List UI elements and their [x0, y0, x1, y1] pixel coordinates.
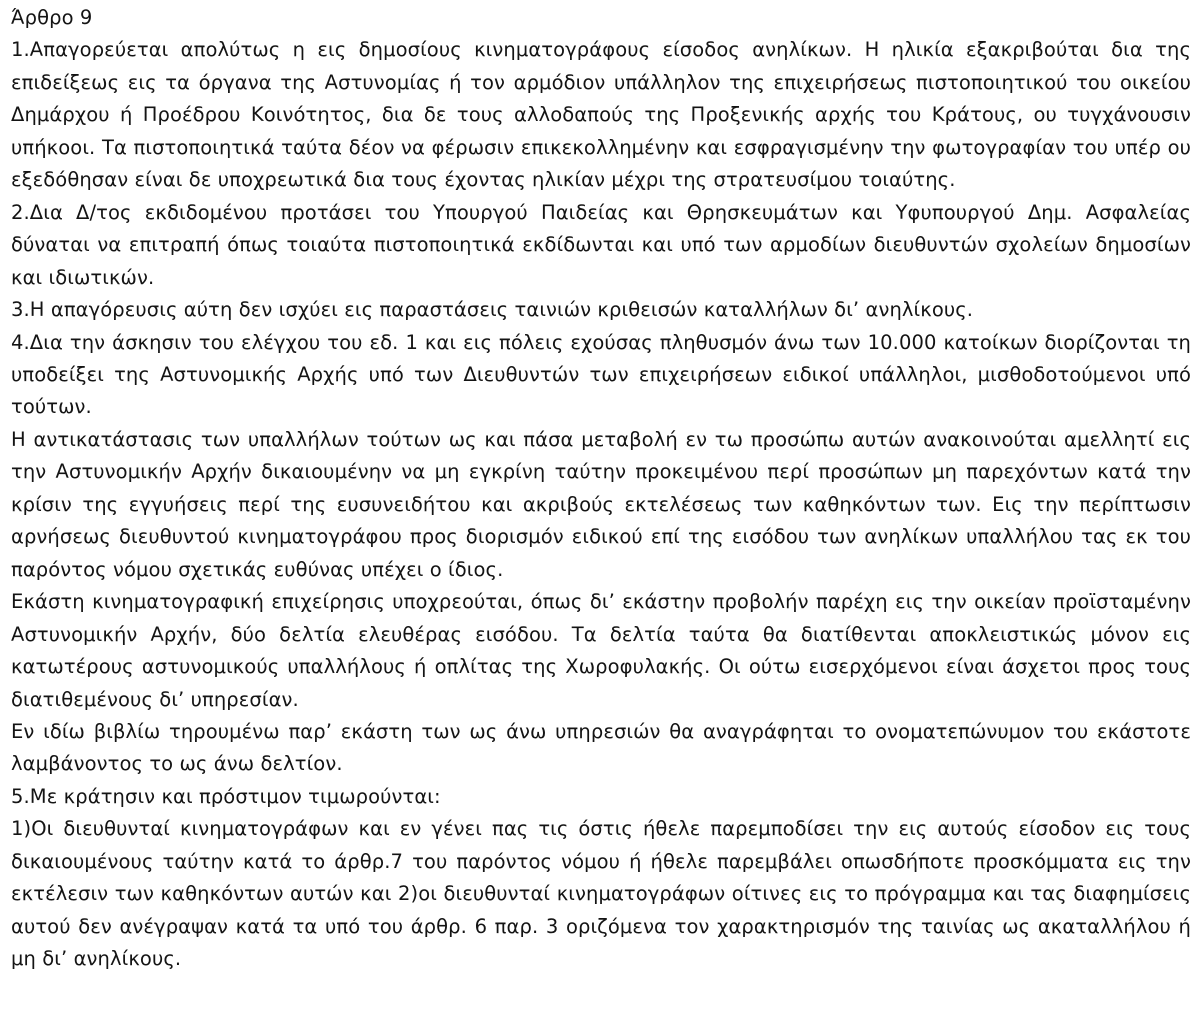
paragraph-4-continued-replacement: Η αντικατάστασις των υπαλλήλων τούτων ως και πάσα μεταβολή εν τω προσώπω αυτών ανακοινούται αμελλητί εις την Αστυνομικήν Αρχήν δικαιουμένην να μη εγκρίνη ταύτην προκειμένου περί προσώπων μη παρεχόντων κατά την κρίσιν της εγγυήσεις περί της ευσυνειδήτου και ακριβούς εκτελέσεως των καθηκόντων των. Εις την περίπτωσιν αρνήσεως διευθυντού κινηματογράφου προς διορισμόν ειδικού επί της εισόδου των ανηλίκων υπαλλήλου τας εκ του παρόντος νόμου σχετικάς ευθύνας υπέχει ο ίδιος.	[11, 427, 1191, 581]
paragraph-2: 2.Δια Δ/τος εκδιδομένου προτάσει του Υπουργού Παιδείας και Θρησκευμάτων και Υφυπουργού Δημ. Ασφαλείας δύναται να επιτραπή όπως τοιαύτα πιστοποιητικά εκδίδωνται και υπό των αρμοδίων διευθυντών σχολείων δημοσίων και ιδιωτικών.	[11, 200, 1191, 289]
paragraph-3: 3.Η απαγόρευσις αύτη δεν ισχύει εις παραστάσεις ταινιών κριθεισών καταλλήλων δι’ ανηλίκους.	[11, 298, 974, 322]
paragraph-4: 4.Δια την άσκησιν του ελέγχου του εδ. 1 και εις πόλεις εχούσας πληθυσμόν άνω των 10.000 κατοίκων διορίζονται τη υποδείξει της Αστυνομικής Αρχής υπό των Διευθυντών των επιχειρήσεων ειδικοί υπάλληλοι, μισθοδοτούμενοι υπό τούτων.	[11, 330, 1191, 419]
paragraph-4-continued-register: Εν ιδίω βιβλίω τηρουμένω παρ’ εκάστη των ως άνω υπηρεσιών θα αναγράφηται το ονοματεπώνυμον του εκάστοτε λαμβάνοντος το ως άνω δελτίον.	[11, 719, 1191, 776]
paragraph-5: 5.Με κράτησιν και πρόστιμον τιμωρούνται:	[11, 784, 441, 808]
article-title: Άρθρο 9	[11, 6, 93, 29]
article-document	[11, 2, 1191, 976]
paragraph-1: 1.Απαγορεύεται απολύτως η εις δημοσίους κινηματογράφους είσοδος ανηλίκων. Η ηλικία εξακριβούται δια της επιδείξεως εις τα όργανα της Αστυνομίας ή τον αρμόδιον υπάλληλον της επιχειρήσεως πιστοποιητικού του οικείου Δημάρχου ή Προέδρου Κοινότητος, δια δε τους αλλοδαπούς της Προξενικής αρχής του Κράτους, ου τυγχάνουσιν υπήκοοι. Τα πιστοποιητικά ταύτα δέον να φέρωσιν επικεκολλημένην και εσφραγισμένην την φωτογραφίαν του υπέρ ου εξεδόθησαν είναι δε υποχρεωτικά δια τους έχοντας ηλικίαν μέχρι της στρατευσίμου τοιαύτης.	[11, 38, 1191, 192]
paragraph-4-continued-free-tickets: Εκάστη κινηματογραφική επιχείρησις υποχρεούται, όπως δι’ εκάστην προβολήν παρέχη εις την οικείαν προϊσταμένην Αστυνομικήν Αρχήν, δύο δελτία ελευθέρας εισόδου. Τα δελτία ταύτα θα διατίθενται αποκλειστικώς μόνον εις κατωτέρους αστυνομικούς υπαλλήλους ή οπλίτας της Χωροφυλακής. Οι ούτω εισερχόμενοι είναι άσχετοι προς τους διατιθεμένους δι’ υπηρεσίαν.	[11, 590, 1191, 711]
paragraph-5-item-list: 1)Οι διευθυνταί κινηματογράφων και εν γένει πας τις όστις ήθελε παρεμποδίσει την εις αυτούς είσοδον εις τους δικαιουμένους ταύτην κατά το άρθρ.7 του παρόντος νόμου ή ήθελε παρεμβάλει οπωσδήποτε προσκόμματα εις την εκτέλεσιν των καθηκόντων αυτών και 2)οι διευθυνταί κινηματογράφων οίτινες εις το πρόγραμμα και τας διαφημίσεις αυτού δεν ανέγραψαν κατά τα υπό του άρθρ. 6 παρ. 3 οριζόμενα τον χαρακτηρισμόν της ταινίας ως ακαταλλήλου ή μη δι’ ανηλίκους.	[11, 817, 1191, 971]
